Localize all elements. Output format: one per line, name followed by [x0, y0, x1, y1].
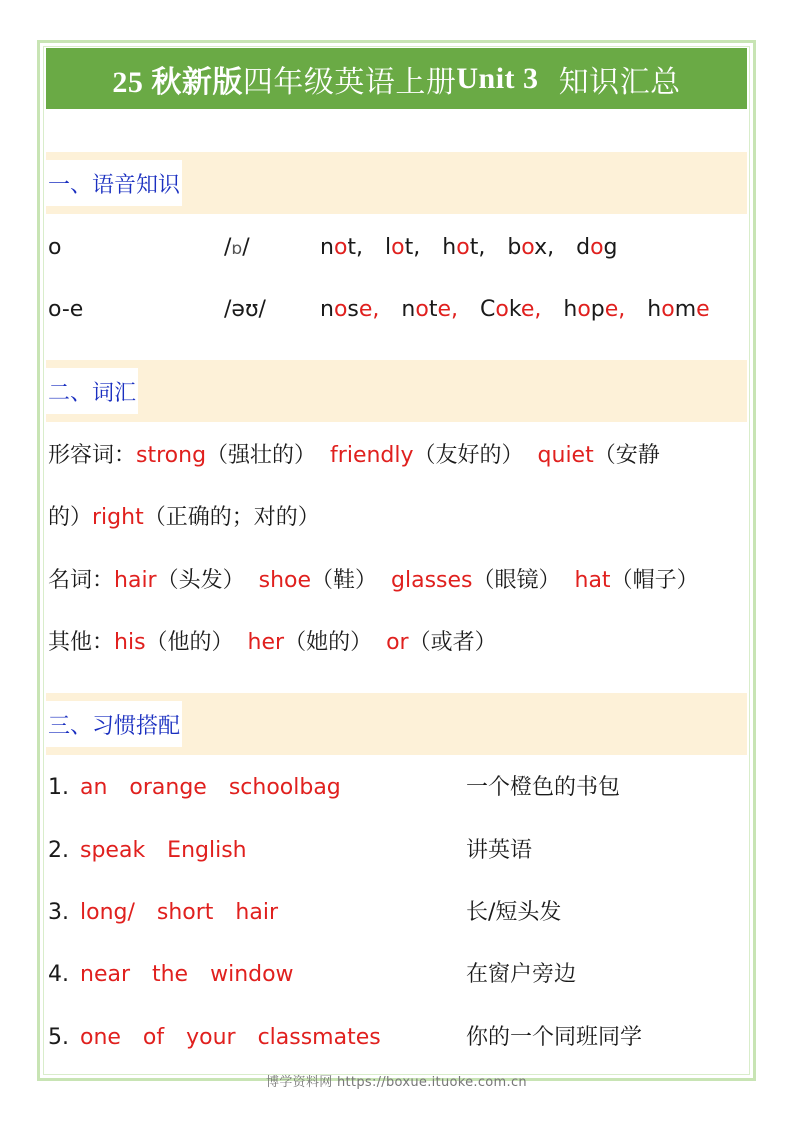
- vocab-text: （她的）: [284, 630, 387, 655]
- phrase-meaning: 讲英语: [466, 838, 533, 863]
- example-word: hope,: [563, 297, 626, 322]
- phonics-example-words: [320, 290, 710, 330]
- vocab-text: （眼镜）: [472, 568, 575, 593]
- vocab-text: （友好的）: [413, 443, 538, 468]
- vocab-word: quiet: [537, 443, 594, 468]
- phrase-number: 2.: [48, 838, 69, 863]
- vocab-text: （鞋）: [311, 568, 392, 593]
- vocab-text: 形容词：: [48, 443, 137, 468]
- phrase-english: one of your classmates: [80, 1025, 381, 1050]
- title-bar: [46, 48, 747, 109]
- vocab-text: （帽子）: [610, 568, 699, 593]
- example-word: Coke,: [480, 297, 542, 322]
- phrase-english: speak English: [80, 838, 247, 863]
- vocab-word: hair: [114, 568, 157, 593]
- phrase-meaning: 你的一个同班同学: [466, 1025, 643, 1050]
- title-bold: 25 秋新版: [112, 65, 243, 99]
- title-mid: 四年级英语上册: [242, 64, 457, 100]
- phrase-item: [48, 893, 748, 933]
- section-header-phrases: [46, 693, 747, 755]
- section-header-phonics: [46, 152, 747, 214]
- vocab-word: her: [247, 630, 285, 655]
- phrase-item: [48, 768, 748, 808]
- phrase-number: 1.: [48, 775, 69, 800]
- example-word: lot,: [385, 235, 421, 260]
- vocab-line: [48, 436, 748, 476]
- section-label: 三、习惯搭配: [46, 701, 182, 747]
- vocab-word: friendly: [330, 443, 414, 468]
- vocab-word: or: [386, 630, 409, 655]
- footer-watermark: 博学资料网 https://boxue.ituoke.com.cn: [266, 1075, 527, 1090]
- example-word: hot,: [442, 235, 486, 260]
- vocab-word: shoe: [258, 568, 312, 593]
- phonics-example-words: [320, 228, 618, 268]
- example-word: nose,: [320, 297, 380, 322]
- example-word: dog: [576, 235, 618, 260]
- section-label: 二、词汇: [46, 368, 138, 414]
- phrase-item: [48, 1018, 748, 1058]
- phonics-ipa: /ɒ/: [224, 235, 250, 260]
- phrase-english: near the window: [80, 962, 294, 987]
- title-end: 知识汇总: [538, 64, 681, 100]
- phonics-row-o-e: [48, 290, 748, 330]
- vocab-text: （安静: [593, 443, 660, 468]
- vocab-text: 其他：: [48, 630, 115, 655]
- section-header-vocab: [46, 360, 747, 422]
- phonics-letter: o-e: [48, 297, 84, 322]
- vocab-text: （头发）: [156, 568, 259, 593]
- phonics-letter: o: [48, 235, 62, 260]
- phrase-number: 3.: [48, 900, 69, 925]
- vocab-text: （正确的；对的）: [143, 505, 320, 530]
- vocab-word: hat: [574, 568, 611, 593]
- phrase-item: [48, 955, 748, 995]
- phonics-ipa: /əʊ/: [224, 297, 266, 322]
- phonics-row-o: [48, 228, 748, 268]
- example-word: not,: [320, 235, 364, 260]
- vocab-line: [48, 498, 320, 538]
- section-label: 一、语音知识: [46, 160, 182, 206]
- vocab-text: （强壮的）: [206, 443, 331, 468]
- vocab-word: strong: [136, 443, 207, 468]
- example-word: note,: [401, 297, 459, 322]
- vocab-word: right: [92, 505, 144, 530]
- phrase-meaning: 长/短头发: [466, 900, 562, 925]
- phrase-english: an orange schoolbag: [80, 775, 341, 800]
- vocab-word: his: [114, 630, 146, 655]
- phrase-meaning: 一个橙色的书包: [466, 775, 621, 800]
- vocab-line: [48, 561, 748, 601]
- vocab-text: 名词：: [48, 568, 115, 593]
- phrase-number: 4.: [48, 962, 69, 987]
- vocab-line: [48, 623, 497, 663]
- vocab-text: （或者）: [408, 630, 497, 655]
- vocab-text: 的）: [48, 505, 93, 530]
- phrase-english: long/ short hair: [80, 900, 278, 925]
- vocab-word: glasses: [391, 568, 473, 593]
- example-word: box,: [507, 235, 555, 260]
- vocab-text: （他的）: [145, 630, 248, 655]
- example-word: home: [647, 297, 710, 322]
- phrase-number: 5.: [48, 1025, 69, 1050]
- phrase-meaning: 在窗户旁边: [466, 962, 577, 987]
- title-unit: Unit 3: [456, 61, 539, 95]
- phrase-item: [48, 831, 748, 871]
